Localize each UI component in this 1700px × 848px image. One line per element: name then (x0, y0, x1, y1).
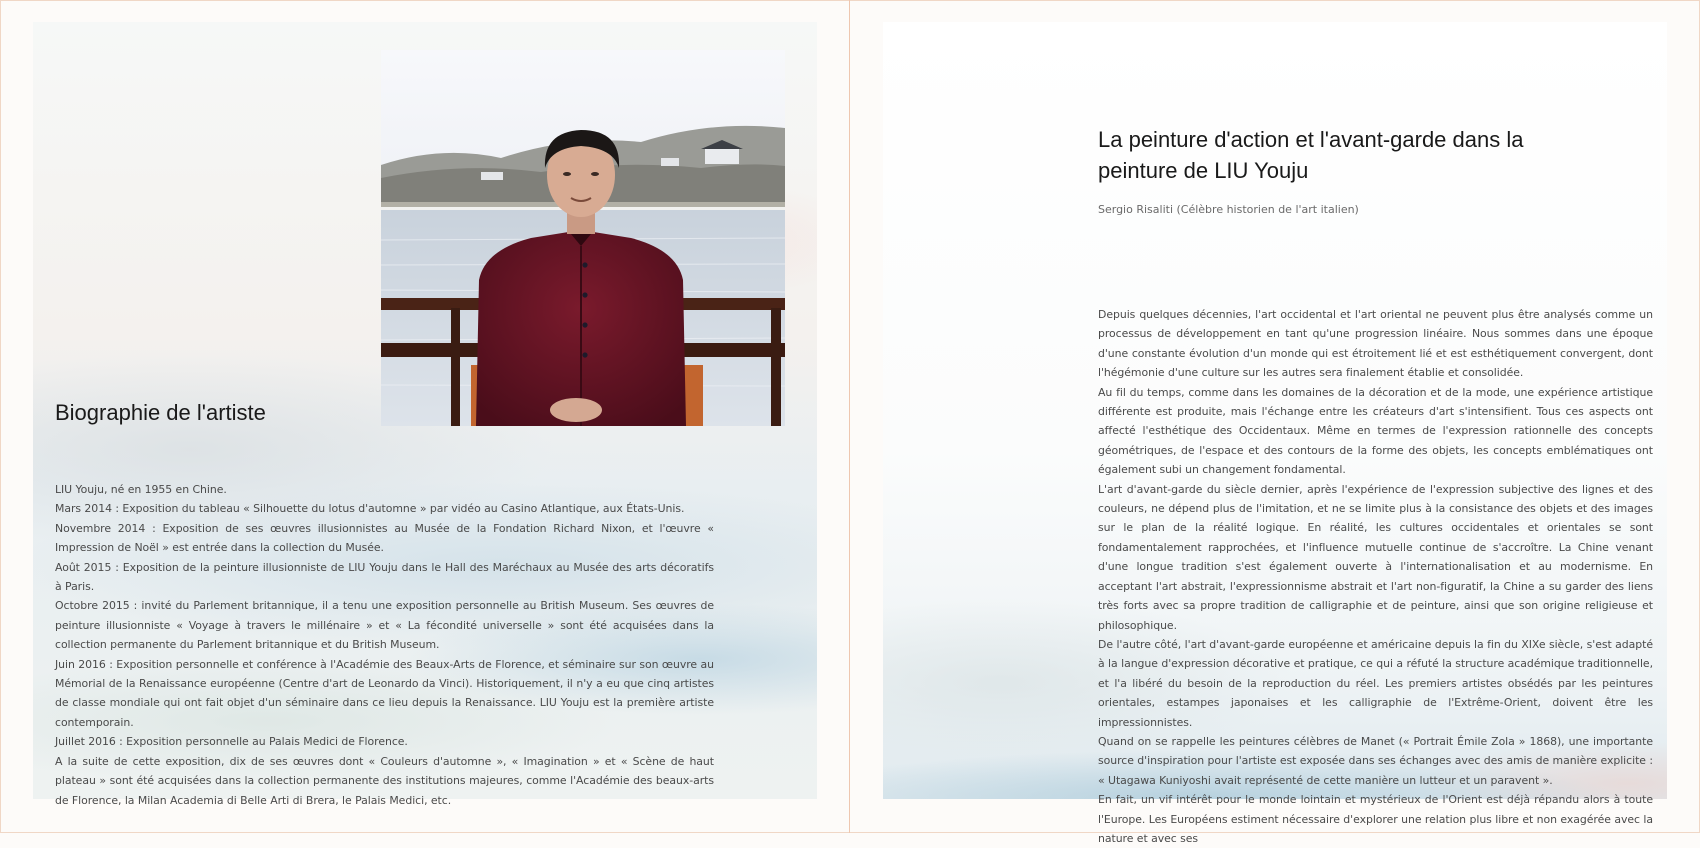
bio-entry: LIU Youju, né en 1955 en Chine. (55, 483, 227, 496)
right-page (883, 22, 1667, 845)
biography-title: Biographie de l'artiste (55, 400, 266, 425)
left-page (33, 22, 817, 807)
biography-list (55, 480, 714, 810)
article-paragraph: Au fil du temps, comme dans les domaines de la décoration et de la mode, une expérience artistique différente est produite, mais l'échange entre les créateurs d'art s'intensifient. Tous ces aspects ont affecté l'esthétique des Occidentaux. Même en termes de l'expression rationnelle des concepts géométriques, de l'espace et des contours de la forme des objets, les concepts emblématiques ont également subi un changement fondamental. (1098, 385, 1653, 477)
bio-entry: Novembre 2014 : Exposition de ses œuvres illusionnistes au Musée de la Fondation Richard Nixon, et l'œuvre « Impression de Noël » est entrée dans la collection du Musée. (55, 521, 714, 555)
bio-entry: Juillet 2016 : Exposition personnelle au Palais Medici de Florence. (55, 735, 408, 749)
bio-entry: Juin 2016 : Exposition personnelle et conférence à l'Académie des Beaux-Arts de Florence, et séminaire sur son œuvre au Mémorial de la Renaissance européenne (Centre d'art de Leonardo da Vinci). Historiquement, il n'y a eu que cinq artistes de classe mondiale qui ont fait objet d'un séminaire dans ce lieu depuis la Renaissance. LIU Youju est la première artiste contemporain. (55, 657, 714, 729)
article-paragraph: Depuis quelques décennies, l'art occidental et l'art oriental ne peuvent plus être analysés comme un processus de développement en tant qu'une progression linéaire. Nous sommes dans une époque d'une constante évolution d'un monde qui est étroitement lié et est esthétiquement convergent, dont l'hégémonie d'une culture sur les autres sera finalement établie et consolidée. (1098, 308, 1653, 380)
bio-entry: Octobre 2015 : invité du Parlement britannique, il a tenu une exposition personnelle au British Museum. Ses œuvres de peinture illusionniste « Voyage à travers le millénaire » et « La fécondité universelle » sont été acquisées dans la collection permanente du Parlement britannique et du British Museum. (55, 599, 714, 652)
article-paragraph: L'art d'avant-garde du siècle dernier, après l'expérience de l'expression subjective des lignes et des couleurs, ne dépend plus de l'imitation, et ne se limite plus à la consistance des objets et des images sur le plan de la réalité logique. En réalité, les cultures occidentales et orientales se sont fondamentalement rapprochées, et l'influence mutuelle continue de s'accroître. La Chine venant d'une longue tradition s'est également ouverte à l'internationalisation et au modernisme. En acceptant l'art abstrait, l'expressionnisme abstrait et l'art non-figuratif, la Chine a su garder des liens très forts avec sa propre tradition de calligraphie et de peinture, ainsi que son origine religieuse et philosophique. (1098, 482, 1653, 632)
article-title: La peinture d'action et l'avant-garde dans la peinture de LIU Youju (1098, 127, 1524, 183)
article-body (1098, 305, 1653, 845)
bio-entry: Août 2015 : Exposition de la peinture illusionniste de LIU Youju dans le Hall des Maréchaux au Musée des arts décoratifs à Paris. (55, 560, 714, 594)
article-author: Sergio Risaliti (Célèbre historien de l'art italien) (1098, 203, 1359, 216)
artist-portrait-photo (381, 50, 785, 426)
article-paragraph: En fait, un vif intérêt pour le monde lointain et mystérieux de l'Orient est déjà répandu alors à toute l'Europe. Les Européens estiment nécessaire d'explorer une relation plus libre et non exagérée avec la nature et avec ses (1098, 793, 1653, 845)
bio-entry: Mars 2014 : Exposition du tableau « Silhouette du lotus d'automne » par vidéo au Casino Atlantique, aux États-Unis. (55, 502, 685, 516)
article-paragraph: Quand on se rappelle les peintures célèbres de Manet (« Portrait Émile Zola » 1868), une importante source d'inspiration pour l'artiste est exposée dans ses échanges avec des amis de manière explicite : « Utagawa Kuniyoshi avait représenté de cette manière un lutteur et un paravent ». (1098, 734, 1653, 787)
bio-entry: A la suite de cette exposition, dix de ses œuvres dont « Couleurs d'automne », « Imagination » et « Scène de haut plateau » sont été acquisées dans la collection permanente des institutions majeures, comme l'Académie des beaux-arts de Florence, la Milan Academia di Belle Arti di Brera, le Palais Medici, etc. (55, 754, 714, 807)
page-gutter (849, 0, 850, 833)
article-paragraph: De l'autre côté, l'art d'avant-garde européenne et américaine depuis la fin du XIXe siècle, s'est adapté à la langue d'expression décorative et pratique, ce qui a réfuté la structure académique traditionnelle, et l'a libéré du besoin de la reproduction du réel. Les premiers artistes obsédés par les peintures orientales, estampes japonaises et les calligraphie de l'Extrême-Orient, doivent être les impressionnistes. (1098, 637, 1653, 729)
